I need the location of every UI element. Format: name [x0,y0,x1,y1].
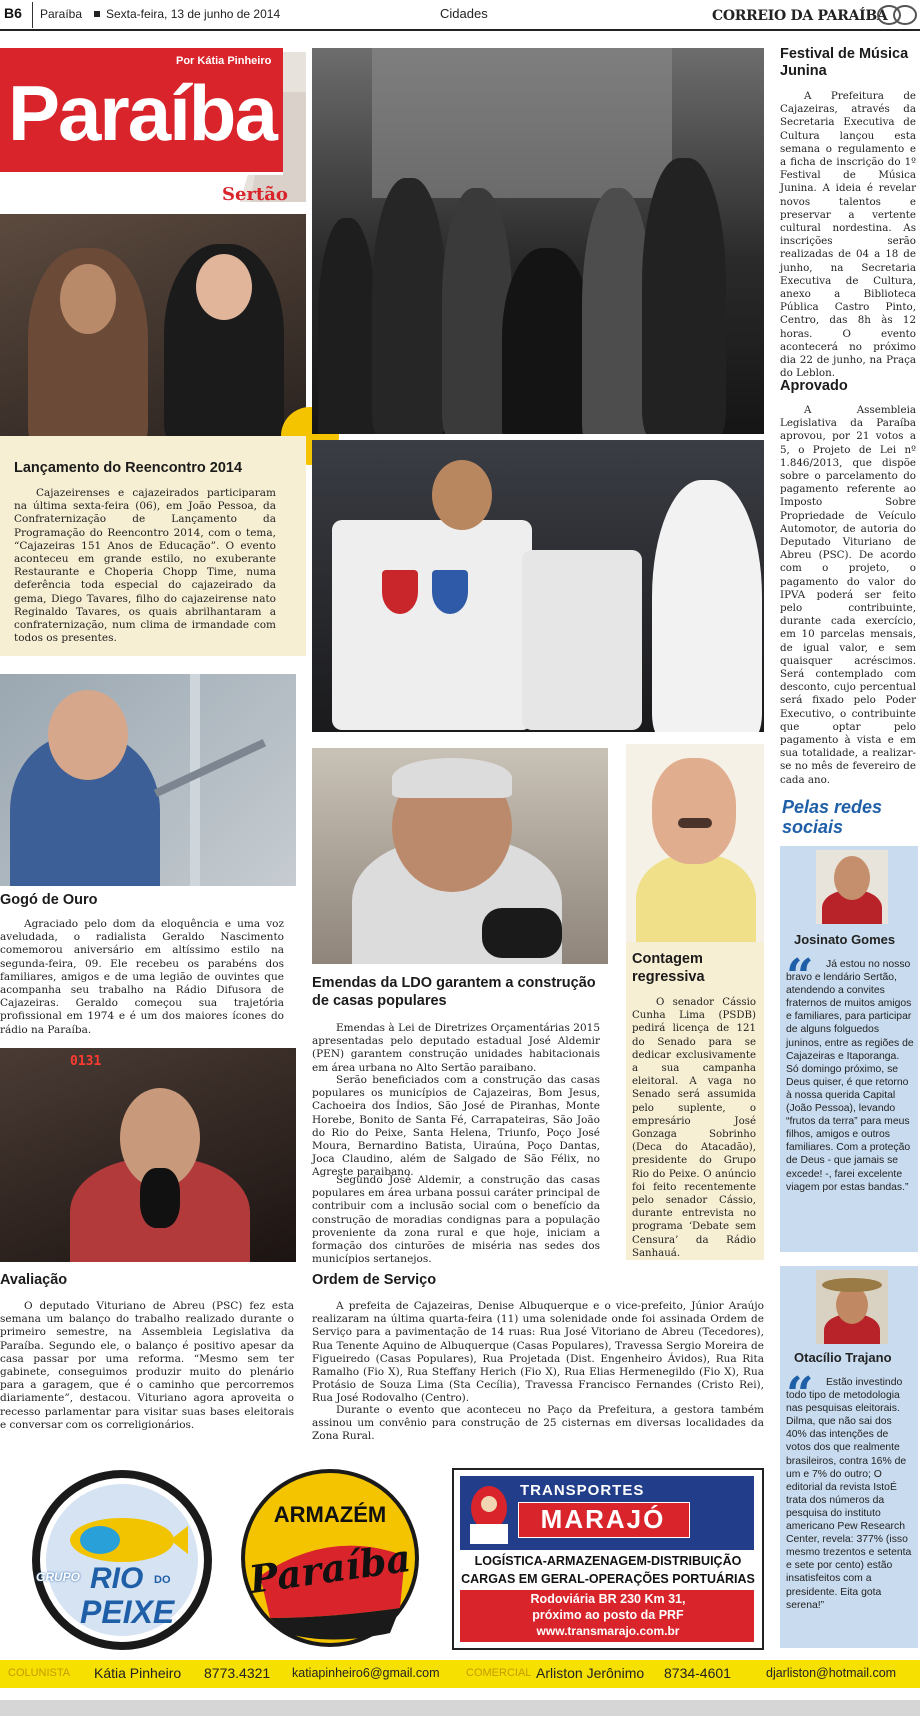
header-rule [0,29,920,31]
reencontro-title: Lançamento do Reencontro 2014 [14,460,243,476]
social-text-1: Já estou no nosso bravo e lendário Sertão, atendendo a convites fraternos de muitos amigos e familiares, para participar de alguns folguedos juninos, entre as regiões de Cajazeiras e Itaporanga. Só domingo próximo, se Deus quiser, é que retorno à nossa querida Capital (João Pessoa), levando “frutos da terra” para meus filhos, amigos e outros familiares. Com a proteção de Deus - que jamais se excede! -, farei excelente viagem por estas bandas.” [786,959,914,1193]
armazem-script: Paraíba [246,1534,414,1603]
masthead: CORREIO DA PARAÍBA [712,8,888,24]
ad-armazem-paraiba [240,1468,420,1648]
social-text-2: Estão investindo todo tipo de metodologia nas pesquisas eleitorais. Dilma, que não sai dos 40% das intenções de votos dos que realmente brasileiros, contra 16% de um e 7% do outro; O editorial da revista IstoÉ trata dos números da pesquisa do instituto americano Pew Research Center, revela: 377% (isso mesmo trezentos e setenta e sete por cento) estão insatisfeitos com a presidente. Eita gota serena!” [786,1377,912,1611]
footer-colunista-name: Kátia Pinheiro [94,1665,182,1681]
social-name-1: Josinato Gomes [794,932,896,947]
festival-title: Festival de Música Junina [780,46,909,79]
rio-brand-mid: RIO [90,1562,144,1595]
contagem-body: O senador Cássio Cunha Lima (PSDB) pedirá licença de 121 do Senado para se dedicar exclusivamente a sua campanha eleitoral. A vaga no Senado será assumida pelo suplente, o empresário José Gonzaga Sobrinho (Deca do Atacadão), presidente do Grupo Rio do Peixe. O anúncio foi feito recentemente pelo senador Cássio, durante entrevista no programa ‘Debate sem Censura’ da Rádio Sanhauá. [632,997,756,1259]
banner-subtitle: Sertão [222,184,288,205]
marajo-line1: LOGÍSTICA-ARMAZENAGEM-DISTRIBUIÇÃO [474,1554,742,1568]
armazem-top: ARMAZÉM [273,1502,387,1527]
marajo-top: TRANSPORTES [520,1482,645,1499]
bottom-strip [0,1700,920,1716]
emendas-body-3: Segundo José Aldemir, a construção das casas populares em área urbana possui caráter principal de contribuir com a inclusão social com o benefício da construção de moradias condignas para a população proveniente da zona rural e que hoje, iniciam a formação dos cinturões de miséria nas sedes dos municípios sertanejos. [312,1174,600,1266]
photo-group [312,48,764,434]
footer-colunista-email[interactable]: katiapinheiro6@gmail.com [292,1666,440,1680]
studio-clock: 0131 [70,1054,102,1069]
aprovado-body: A Assembleia Legislativa da Paraíba aprovou, por 21 votos a 5, o Projeto de Lei nº 1.846/2013, que dispõe sobre o parcelamento do pagamento referente ao Imposto Sobre Propriedade de Veículo Automotor, de autoria do Deputado Vituriano de Abreu (PSC). De acordo com o projeto, o pagamento do valor do IPVA poderá ser feito pelo contribuinte, durante cada exercício, em 10 parcelas mensais, de igual valor, e sem quaisquer acréscimos. Será contemplado com desconto, cujo percentual será fixado pelo Poder Executivo, o contribuinte que optar pelo pagamento à vista e em sua totalidade, a realizar-se no mês de fevereiro de cada ano. [780,404,916,786]
avatar-josinato [816,850,888,924]
issue-date: Sexta-feira, 13 de junho de 2014 [106,7,281,21]
banner-divider [0,172,283,175]
ordem-body-2: Durante o evento que aconteceu no Paço da Prefeitura, a gestora também assinou um convênio para construção de 25 cisternas em diversas localidades da Zona Rural. [312,1404,764,1443]
aprovado-title: Aprovado [780,378,848,394]
quote-icon: “ [786,1367,814,1423]
social-title: Pelas redes sociais [782,797,883,837]
reencontro-body: Cajazeirenses e cajazeirados participaram na última sexta-feira (06), em João Pessoa, da Confraternização de Lançamento da Programação do Reencontro 2014, com o tema, “Cajazeiras 151 Anos de Educação”. O evento aconteceu em grande estilo, no exuberante Restaurante e Choperia Chopp Time, numa deferência toda especial do cajazeirado da gema, Diego Tavares, filho do cajazeirense nato Reginaldo Tavares, os quais abrilhantaram a confraternização, num clima de irmandade com todos os presentes. [14,487,276,645]
banner-byline: Por Kátia Pinheiro [176,55,272,67]
photo-couple [0,214,306,436]
ordem-body-1: A prefeita de Cajazeiras, Denise Albuquerque e o vice-prefeito, Júnior Araújo realizaram na última quarta-feira (11) uma solenidade onde foi assinada Ordem de Serviço para a pavimentação de 14 ruas: Rua José Vitoriano de Abreu (Tecedores), Rua Tenente Aquino de Albuquerque (Casas Populares), Travessa Sergio Moreira de Figueiredo (Casas Populares), Rua Projetada (Dist. Engenheiro Ávidos), Rua Rita Ramalho (Fio X), Rua Steffany Herich (Fio X), Rua Elias Hermenegildo (Fio X), Rua Protásio de Souza Lima (Sta Cecília), Travessa Francisco Fernandes (Cristo Rei), Rua José Rodovalho (Centro). [312,1300,764,1405]
contagem-title: Contagem regressiva [632,951,705,985]
marajo-addr1: Rodoviária BR 230 Km 31, [530,1592,686,1606]
festival-body: A Prefeitura de Cajazeiras, através da Secretaria Executiva de Cultura lançou esta semana o regulamento e a ficha de inscrição do 1º Festival de Música Junina. A ideia é revelar novos talentos e preservar a vertente cultural nordestina. As inscrições serão realizadas de 04 a 18 de junho, na Secretaria Executiva de Cultura, anexo a Biblioteca Pública Castro Pinto, Centro, das 8h às 12 horas. O evento acontecerá no próximo dia 22 de junho, na Praça do Leblon. [780,90,916,380]
ad-rio-do-peixe [30,1468,214,1652]
avaliacao-title: Avaliação [0,1272,68,1288]
footer-colunista-label: COLUNISTA [8,1667,71,1679]
footer-comercial-name: Arliston Jerônimo [536,1665,645,1681]
footer-comercial-label: COMERCIAL [466,1667,532,1679]
avaliacao-body: O deputado Vituriano de Abreu (PSC) fez esta semana um balanço do trabalho realizado durante o primeiro semestre, na Assembleia Legislativa da Paraíba. Segundo ele, o balanço é positivo apesar da casa passar por uma reforma. “Mesmo sem ter gabinete, conseguimos produzir muito do plenário para a garagem, que é o caminho que percorremos diariamente”, destacou. Vituriano agora aproveita o recesso parlamentar para visitar suas bases eleitorais e conversar com os correligionários. [0,1300,294,1431]
ordem-title: Ordem de Serviço [312,1272,437,1288]
rio-brand-top: GRUPO [36,1570,81,1584]
marajo-name: MARAJÓ [540,1504,666,1534]
quote-icon: “ [786,949,814,1005]
photo-aldemir [312,748,608,964]
marajo-emblem-icon [464,1478,514,1548]
header-separator [32,2,33,28]
section-name: Cidades [440,6,488,21]
footer-comercial-phone: 8734-4601 [664,1665,731,1681]
photo-studio [0,1048,296,1262]
ad-transportes-marajo [452,1468,764,1650]
footer-colunista-phone: 8773.4321 [204,1665,271,1681]
edition-label: Paraíba [40,7,83,21]
emendas-body-2: Serão beneficiados com a construção das casas populares os municípios de Cajazeiras, Bom Jesus, Cachoeira dos Índios, São José de Piranhas, Monte Horebe, Bonito de Santa Fé, Carrapateiras, São João do Rio do Peixe, Santa Helena, Triunfo, Poço José Moura, Bernardino Batista, Uiraúna, Poço Dantas, Joca Claudino, além de Salgado de São Félix, no Agreste paraibano. [312,1074,600,1179]
emendas-body-1: Emendas à Lei de Diretrizes Orçamentárias 2015 apresentadas pelo deputado estadual José Aldemir (PEN) garantem construção unidades habitacionais em área urbana no Alto Sertão paraibano. [312,1022,600,1074]
gogo-title: Gogó de Ouro [0,892,98,908]
marajo-addr2: próximo ao posto da PRF [532,1608,684,1622]
footer-comercial-email[interactable]: djarliston@hotmail.com [766,1666,897,1680]
masthead-logo-icon [876,4,918,26]
avatar-otacilio [816,1270,888,1344]
marajo-url: www.transmarajo.com.br [536,1624,680,1638]
photo-radio-host [0,674,296,886]
banner-title: Paraíba [8,69,276,157]
emendas-title: Emendas da LDO garantem a construção de casas populares [312,975,596,1009]
marajo-line2: CARGAS EM GERAL-OPERAÇÕES PORTUÁRIAS [461,1572,755,1586]
rio-brand-do: DO [154,1574,171,1586]
social-name-2: Otacílio Trajano [794,1350,892,1365]
rio-brand-bottom: PEIXE [80,1594,175,1630]
bullet-icon [94,11,100,17]
photo-tshirts [312,440,764,732]
gogo-body: Agraciado pelo dom da eloquência e uma voz aveludada, o radialista Geraldo Nascimento comemorou aniversário em altíssimo estilo na segunda-feira, 09. Ele recebeu os parabéns dos familiares, amigos e de uma legião de ouvintes que acompanha seu trabalho na Rádio Difusora de Cajazeiras. Geraldo começou sua trajetória profissional em 1974 e é um dos maiores ícones do rádio na Paraíba. [0,918,284,1036]
page-number: B6 [4,5,22,21]
photo-cassio [626,744,764,942]
